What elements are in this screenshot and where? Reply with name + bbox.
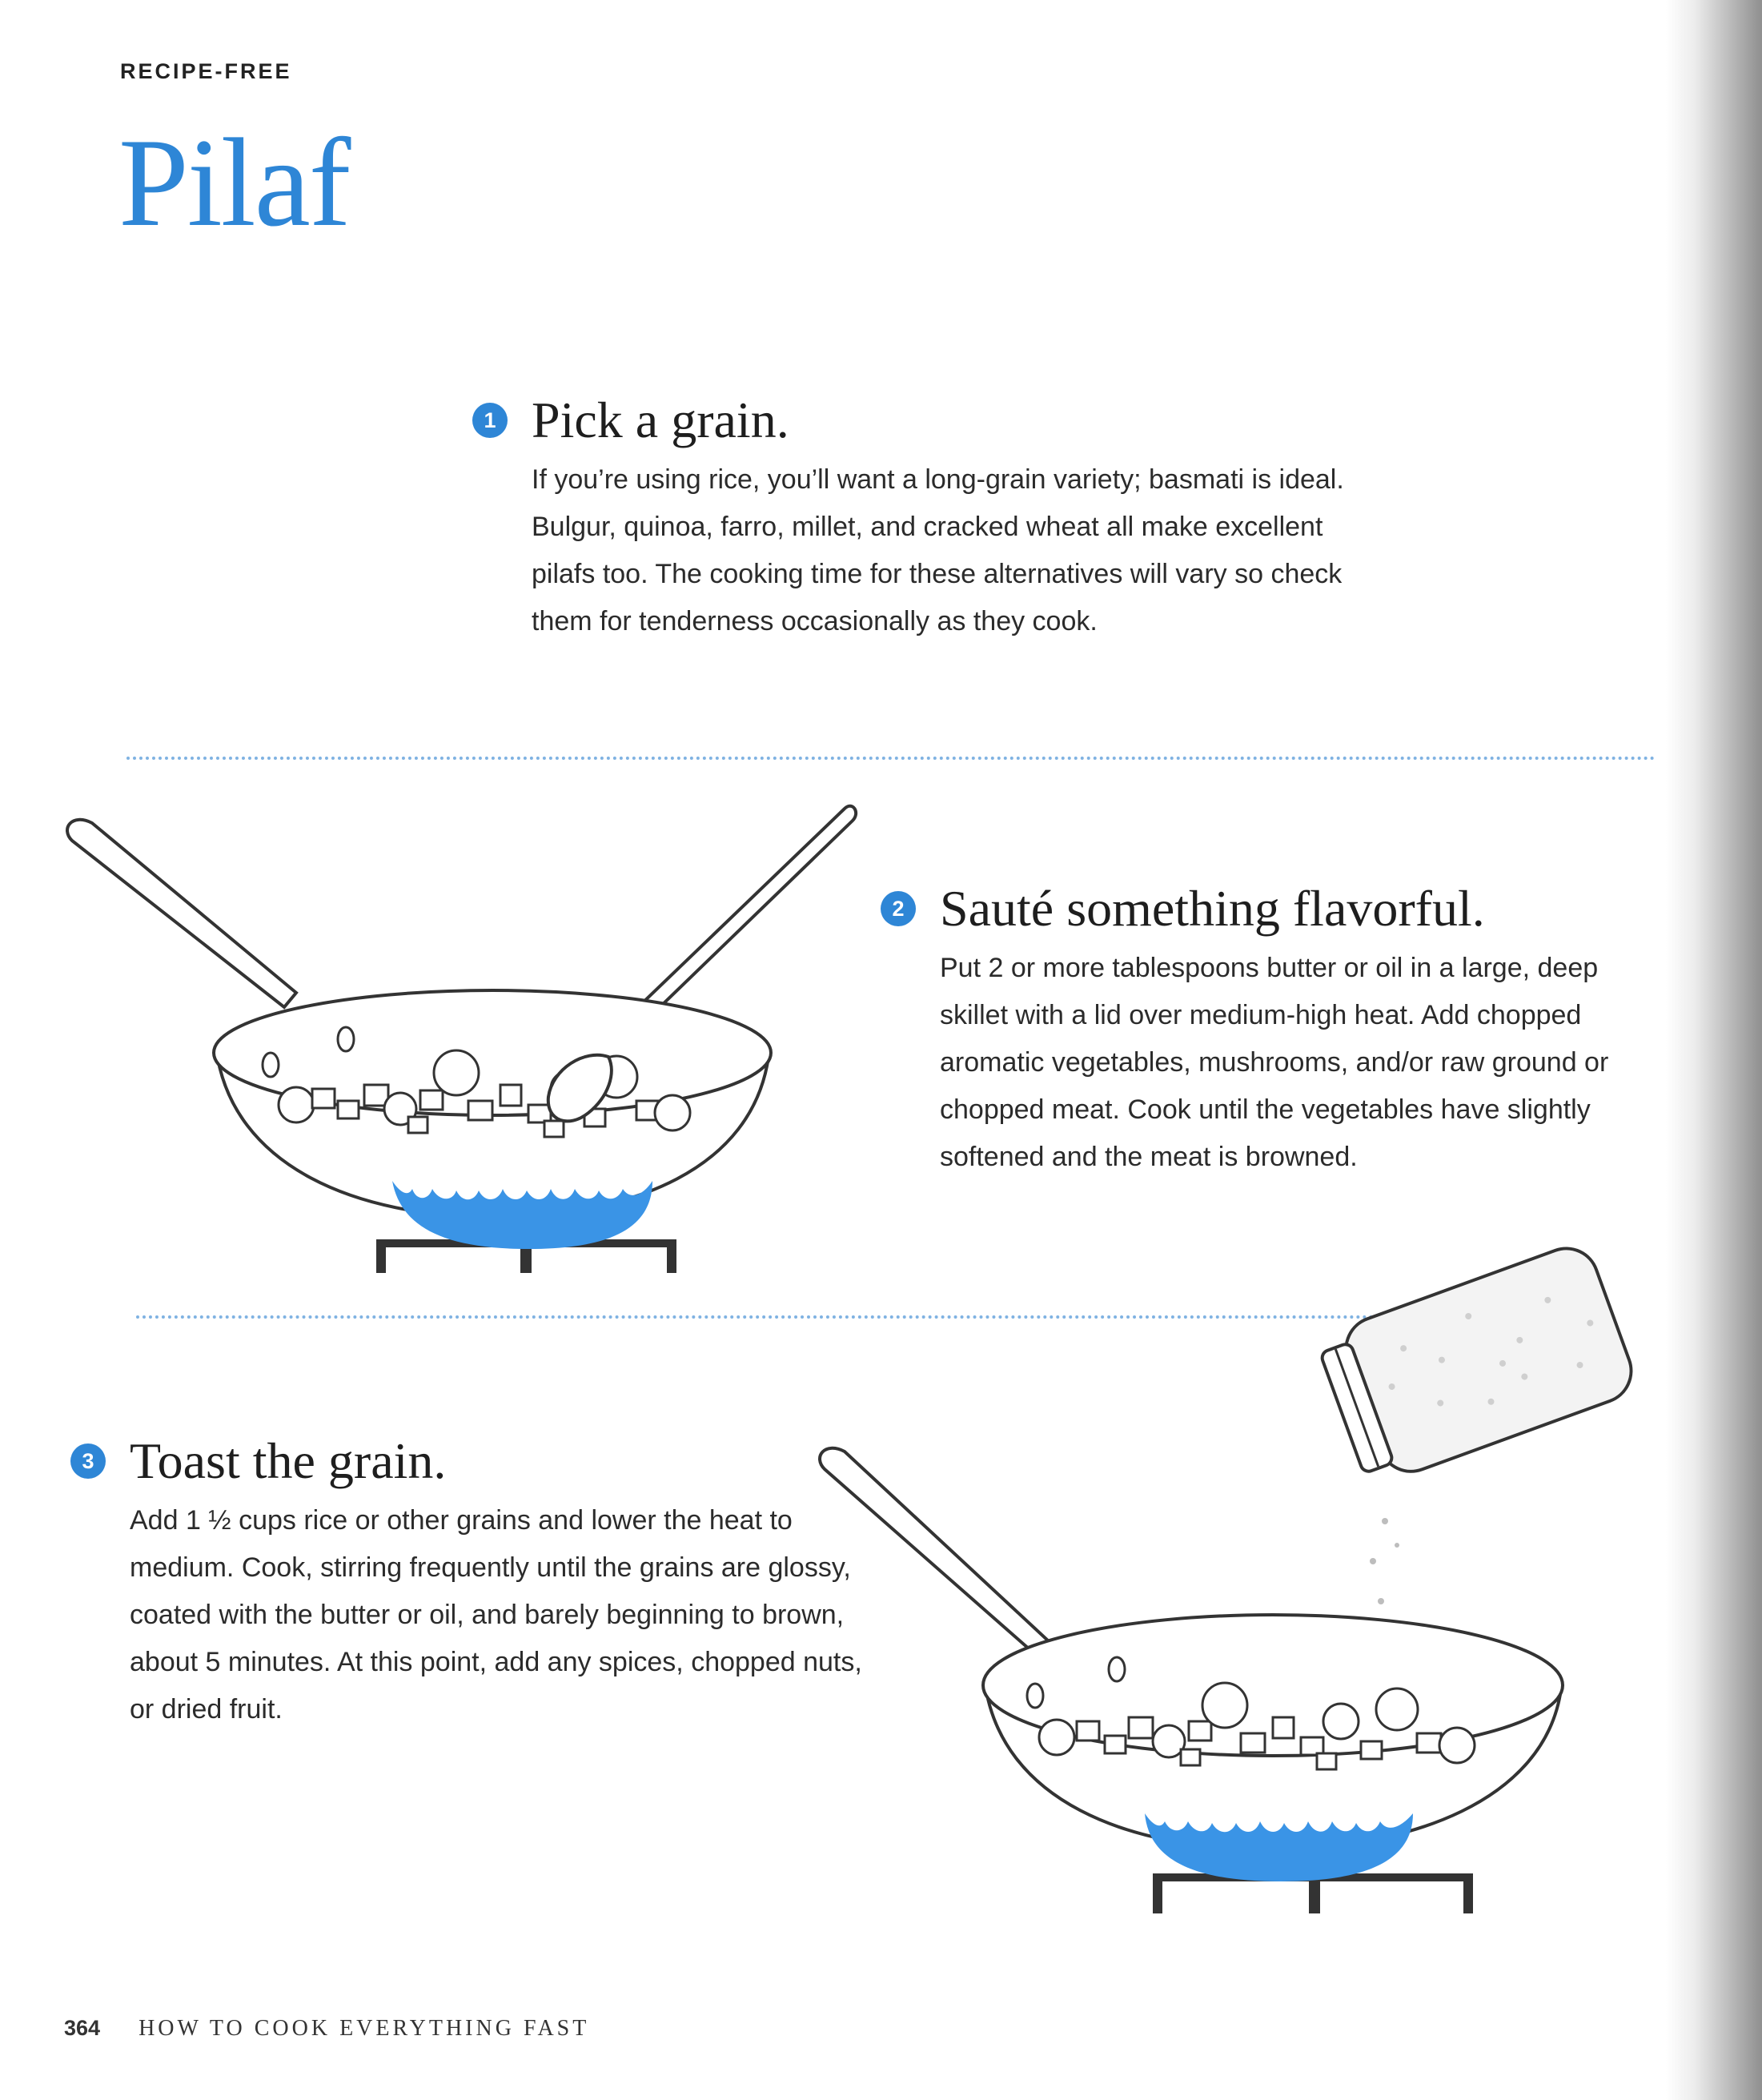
step-2-title: Sauté something flavorful.	[940, 880, 1485, 937]
step-1-header	[472, 392, 1417, 448]
step-1	[472, 392, 1417, 645]
step-2-body: Put 2 or more tablespoons butter or oil in a large, deep skillet with a lid over medium-high heat. Add chopped aromatic vegetables, mushrooms, and/or raw ground or chopped meat. Cook until the vegetables have slightly softened and the meat is browned.	[940, 953, 1609, 1173]
page-footer	[64, 2016, 589, 2042]
step-2-number-badge: 2	[881, 891, 916, 926]
divider-1	[126, 757, 1656, 760]
step-3-number-badge: 3	[70, 1443, 106, 1479]
page-number: 364	[64, 2016, 101, 2040]
step-3	[70, 1433, 871, 1733]
step-3-header	[70, 1433, 871, 1489]
step-1-number-badge: 1	[472, 403, 508, 438]
book-title: HOW TO COOK EVERYTHING FAST	[138, 2016, 590, 2041]
step-1-title: Pick a grain.	[532, 391, 789, 448]
step-1-body: If you’re using rice, you’ll want a long-grain variety; basmati is ideal. Bulgur, quinoa, farro, millet, and cracked wheat all make excellent pilafs too. The cooking time for these alternatives will vary so check them for tenderness occasionally as they cook.	[532, 464, 1344, 637]
skillet-with-spoon-illustration	[56, 793, 873, 1289]
skillet-with-rice-jar-illustration	[809, 1257, 1705, 1929]
page-title: Pilaf	[118, 113, 350, 253]
step-3-title: Toast the grain.	[130, 1432, 447, 1489]
step-2-header	[881, 881, 1681, 937]
step-2	[881, 881, 1681, 1181]
step-3-body: Add 1 ½ cups rice or other grains and lower the heat to medium. Cook, stirring frequently until the grains are glossy, coated with the butter or oil, and barely beginning to brown, about 5 minutes. At this point, add any spices, chopped nuts, or dried fruit.	[130, 1505, 862, 1725]
section-kicker: RECIPE-FREE	[120, 59, 292, 83]
